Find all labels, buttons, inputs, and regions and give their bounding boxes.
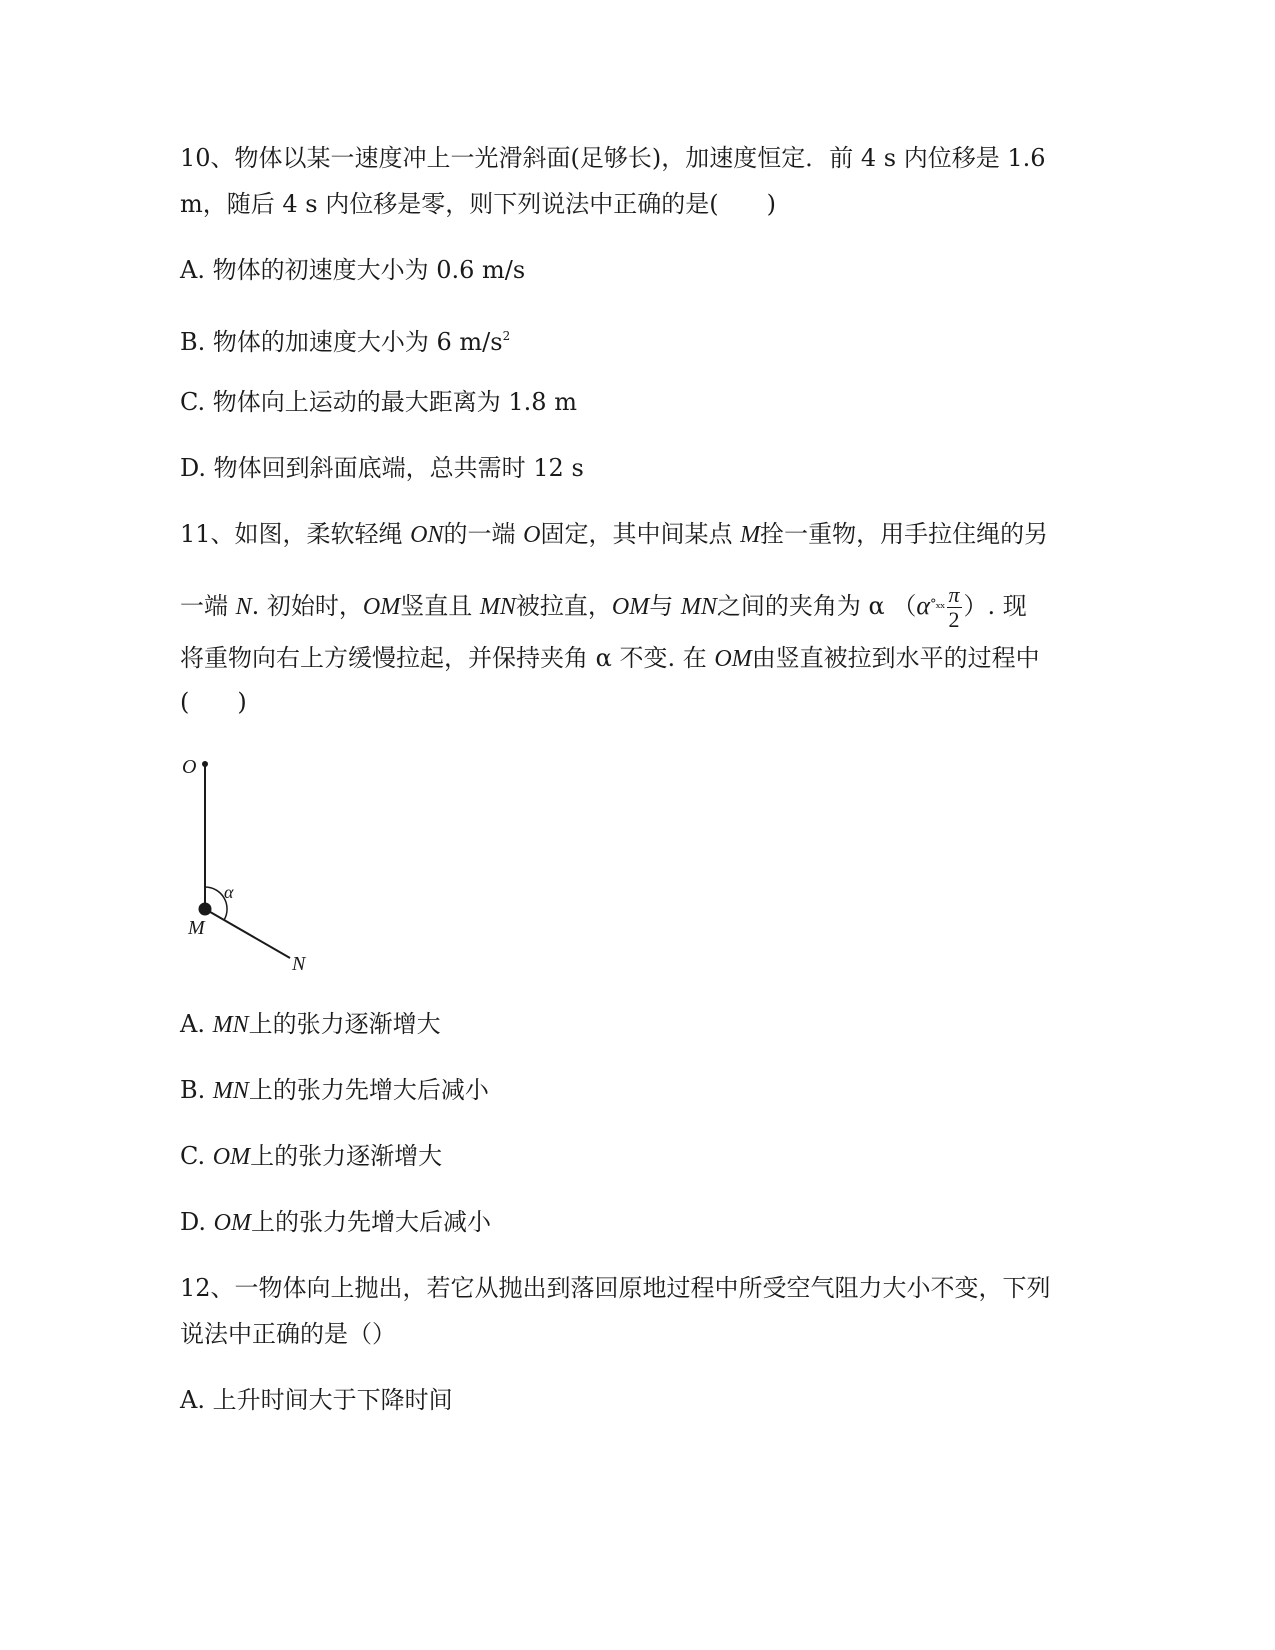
q10-option-c: C. 物体向上运动的最大距离为 1.8 m [180, 388, 577, 416]
q10-option-a: A. 物体的初速度大小为 0.6 m/s [180, 256, 526, 284]
fraction-denominator: 2 [948, 607, 960, 632]
q11-var-ON: ON [410, 522, 444, 548]
q11-var-OM: OM [212, 1144, 251, 1170]
option-text: 上的张力逐渐增大 [250, 1142, 443, 1170]
option-letter: C. [180, 1142, 213, 1170]
q11-stem-line2 [180, 580, 1027, 632]
q11-var-N: N [235, 594, 252, 620]
q11-option-a [180, 1008, 441, 1041]
option-text: 上的张力先增大后减小 [248, 1076, 489, 1104]
q11-text: 将重物向右上方缓慢拉起，并保持夹角 α 不变. 在 [180, 644, 715, 672]
rope-segment-MN [205, 909, 290, 958]
label-M: M [188, 917, 205, 939]
pi-over-two-fraction [947, 583, 962, 632]
label-O: O [182, 756, 197, 778]
q11-text: 竖直且 [400, 592, 480, 620]
q11-text: 由竖直被拉到水平的过程中 [751, 644, 1040, 672]
q10-option-b-text: B. 物体的加速度大小为 6 m/s [180, 328, 503, 356]
q11-stem-line1 [180, 518, 1048, 551]
q10-option-b-exponent: 2 [502, 329, 511, 343]
label-N: N [292, 953, 306, 975]
q11-var-MN: MN [212, 1078, 249, 1104]
q11-text: 固定，其中间某点 [540, 520, 741, 548]
rope-diagram [180, 750, 340, 980]
option-text: 上的张力先增大后减小 [250, 1208, 491, 1236]
q11-text: 一端 [180, 592, 236, 620]
fixed-point-O [202, 761, 208, 767]
q11-text: . 初始时， [251, 592, 363, 620]
label-alpha: α [224, 882, 234, 902]
q11-option-b [180, 1074, 489, 1107]
q11-answer-bracket: ( ) [180, 688, 247, 716]
fraction-numerator: π [948, 582, 960, 607]
q11-var-OM: OM [611, 594, 650, 620]
q10-option-b [180, 320, 510, 358]
q11-less-than-glyph: °ₓₓ [929, 597, 945, 612]
q11-text: 拴一重物，用手拉住绳的另 [760, 520, 1049, 548]
option-letter: D. [180, 1208, 214, 1236]
q11-text: 被拉直， [515, 592, 612, 620]
option-letter: A. [180, 1010, 213, 1038]
q11-var-MN: MN [479, 594, 516, 620]
weight-at-M [199, 903, 212, 916]
q11-text: 与 [649, 592, 681, 620]
option-text: 上的张力逐渐增大 [248, 1010, 441, 1038]
q11-text: 之间的夹角为 α （ [716, 592, 917, 620]
q12-option-a: A. 上升时间大于下降时间 [180, 1386, 453, 1414]
q10-option-d: D. 物体回到斜面底端，总共需时 12 s [180, 454, 584, 482]
q11-var-O: O [523, 522, 541, 548]
q11-var-M: M [740, 522, 761, 548]
q10-stem-line2: m，随后 4 s 内位移是零，则下列说法中正确的是( ) [180, 190, 776, 218]
q12-stem-line1: 12、一物体向上抛出，若它从抛出到落回原地过程中所受空气阻力大小不变，下列 [180, 1274, 1051, 1302]
option-letter: B. [180, 1076, 213, 1104]
q11-text: 11、如图，柔软轻绳 [180, 520, 411, 548]
q11-var-MN: MN [212, 1012, 249, 1038]
q11-var-OM: OM [362, 594, 401, 620]
q11-option-d [180, 1206, 491, 1239]
q11-option-c [180, 1140, 442, 1173]
q11-var-MN: MN [680, 594, 717, 620]
q11-var-OM: OM [714, 646, 752, 672]
q11-alpha-symbol: α [916, 591, 930, 620]
q10-stem-line1: 10、物体以某一速度冲上一光滑斜面(足够长)，加速度恒定．前 4 s 内位移是 1.6 [180, 144, 1046, 172]
q11-text: 的一端 [443, 520, 524, 548]
q11-stem-line3 [180, 642, 1040, 675]
q11-text: ）. 现 [963, 592, 1027, 620]
q11-var-OM: OM [213, 1210, 251, 1236]
q12-stem-line2: 说法中正确的是（） [180, 1320, 396, 1348]
